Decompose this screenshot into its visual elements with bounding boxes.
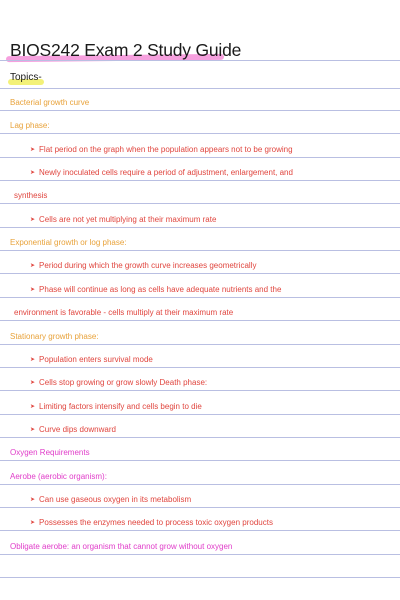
ruled-line <box>0 88 400 89</box>
note-line <box>30 285 281 294</box>
ruled-line <box>0 273 400 274</box>
ruled-line <box>0 110 400 111</box>
ruled-line <box>0 367 400 368</box>
ruled-line <box>0 554 400 555</box>
ruled-line <box>0 530 400 531</box>
note-text: Obligate aerobe: an organism that cannot grow without oxygen <box>10 541 233 551</box>
ruled-line <box>0 180 400 181</box>
note-line <box>30 355 153 364</box>
ruled-line <box>0 414 400 415</box>
ruled-line <box>0 484 400 485</box>
note-line <box>30 168 293 177</box>
ruled-line <box>0 250 400 251</box>
arrow-bullet-icon: ➤ <box>30 520 36 527</box>
note-line <box>30 215 216 224</box>
note-line <box>14 308 233 317</box>
note-text: Bacterial growth curve <box>10 98 90 107</box>
note-line <box>30 145 293 154</box>
note-line <box>10 542 232 551</box>
ruled-line <box>0 227 400 228</box>
arrow-bullet-icon: ➤ <box>30 380 36 387</box>
arrow-bullet-icon: ➤ <box>30 426 36 433</box>
note-text: environment is favorable - cells multiply at their maximum rate <box>14 308 234 318</box>
arrow-bullet-icon: ➤ <box>30 216 36 223</box>
ruled-line <box>0 157 400 158</box>
ruled-line <box>0 60 400 61</box>
note-line <box>10 121 50 130</box>
note-line <box>10 332 99 341</box>
note-line <box>30 495 191 504</box>
note-line <box>10 238 127 247</box>
note-text: Phase will continue as long as cells have adequate nutrients and the <box>39 284 282 294</box>
note-line <box>10 448 90 457</box>
ruled-line <box>0 320 400 321</box>
ruled-line <box>0 133 400 134</box>
arrow-bullet-icon: ➤ <box>30 146 36 153</box>
ruled-line <box>0 577 400 578</box>
note-line <box>30 402 202 411</box>
arrow-bullet-icon: ➤ <box>30 170 36 177</box>
note-text: Period during which the growth curve increases geometrically <box>39 261 257 271</box>
note-text: Flat period on the graph when the population appears not to be growing <box>39 144 293 154</box>
note-line <box>30 378 207 387</box>
note-text: synthesis <box>14 191 48 201</box>
note-line <box>30 518 273 527</box>
ruled-line <box>0 344 400 345</box>
ruled-line <box>0 460 400 461</box>
ruled-line <box>0 507 400 508</box>
page-title: BIOS242 Exam 2 Study Guide <box>10 40 242 60</box>
note-text: Oxygen Requirements <box>10 448 90 458</box>
arrow-bullet-icon: ➤ <box>30 263 36 270</box>
note-text: Population enters survival mode <box>39 354 153 364</box>
arrow-bullet-icon: ➤ <box>30 356 36 363</box>
note-text: Can use gaseous oxygen in its metabolism <box>39 494 192 504</box>
note-text: Curve dips downward <box>39 424 116 434</box>
arrow-bullet-icon: ➤ <box>30 286 36 293</box>
note-text: Lag phase: <box>10 121 50 131</box>
ruled-line <box>0 203 400 204</box>
ruled-line <box>0 390 400 391</box>
note-text: Cells are not yet multiplying at their maximum rate <box>39 214 217 224</box>
arrow-bullet-icon: ➤ <box>30 403 36 410</box>
note-line <box>30 425 116 434</box>
note-text: Aerobe (aerobic organism): <box>10 471 107 481</box>
topics-label: Topics- <box>10 72 42 83</box>
ruled-line <box>0 437 400 438</box>
note-text: Possesses the enzymes needed to process toxic oxygen products <box>39 518 273 528</box>
note-text: Cells stop growing or grow slowly Death phase: <box>39 378 208 388</box>
arrow-bullet-icon: ➤ <box>30 496 36 503</box>
note-text: Exponential growth or log phase: <box>10 238 127 248</box>
note-line <box>14 191 47 200</box>
note-line <box>30 261 256 270</box>
note-text: Limiting factors intensify and cells begin to die <box>39 401 202 411</box>
note-text: Newly inoculated cells require a period of adjustment, enlargement, and <box>39 168 293 178</box>
note-text: Stationary growth phase: <box>10 331 99 341</box>
ruled-line <box>0 297 400 298</box>
note-line <box>10 472 107 481</box>
note-line <box>10 98 89 107</box>
